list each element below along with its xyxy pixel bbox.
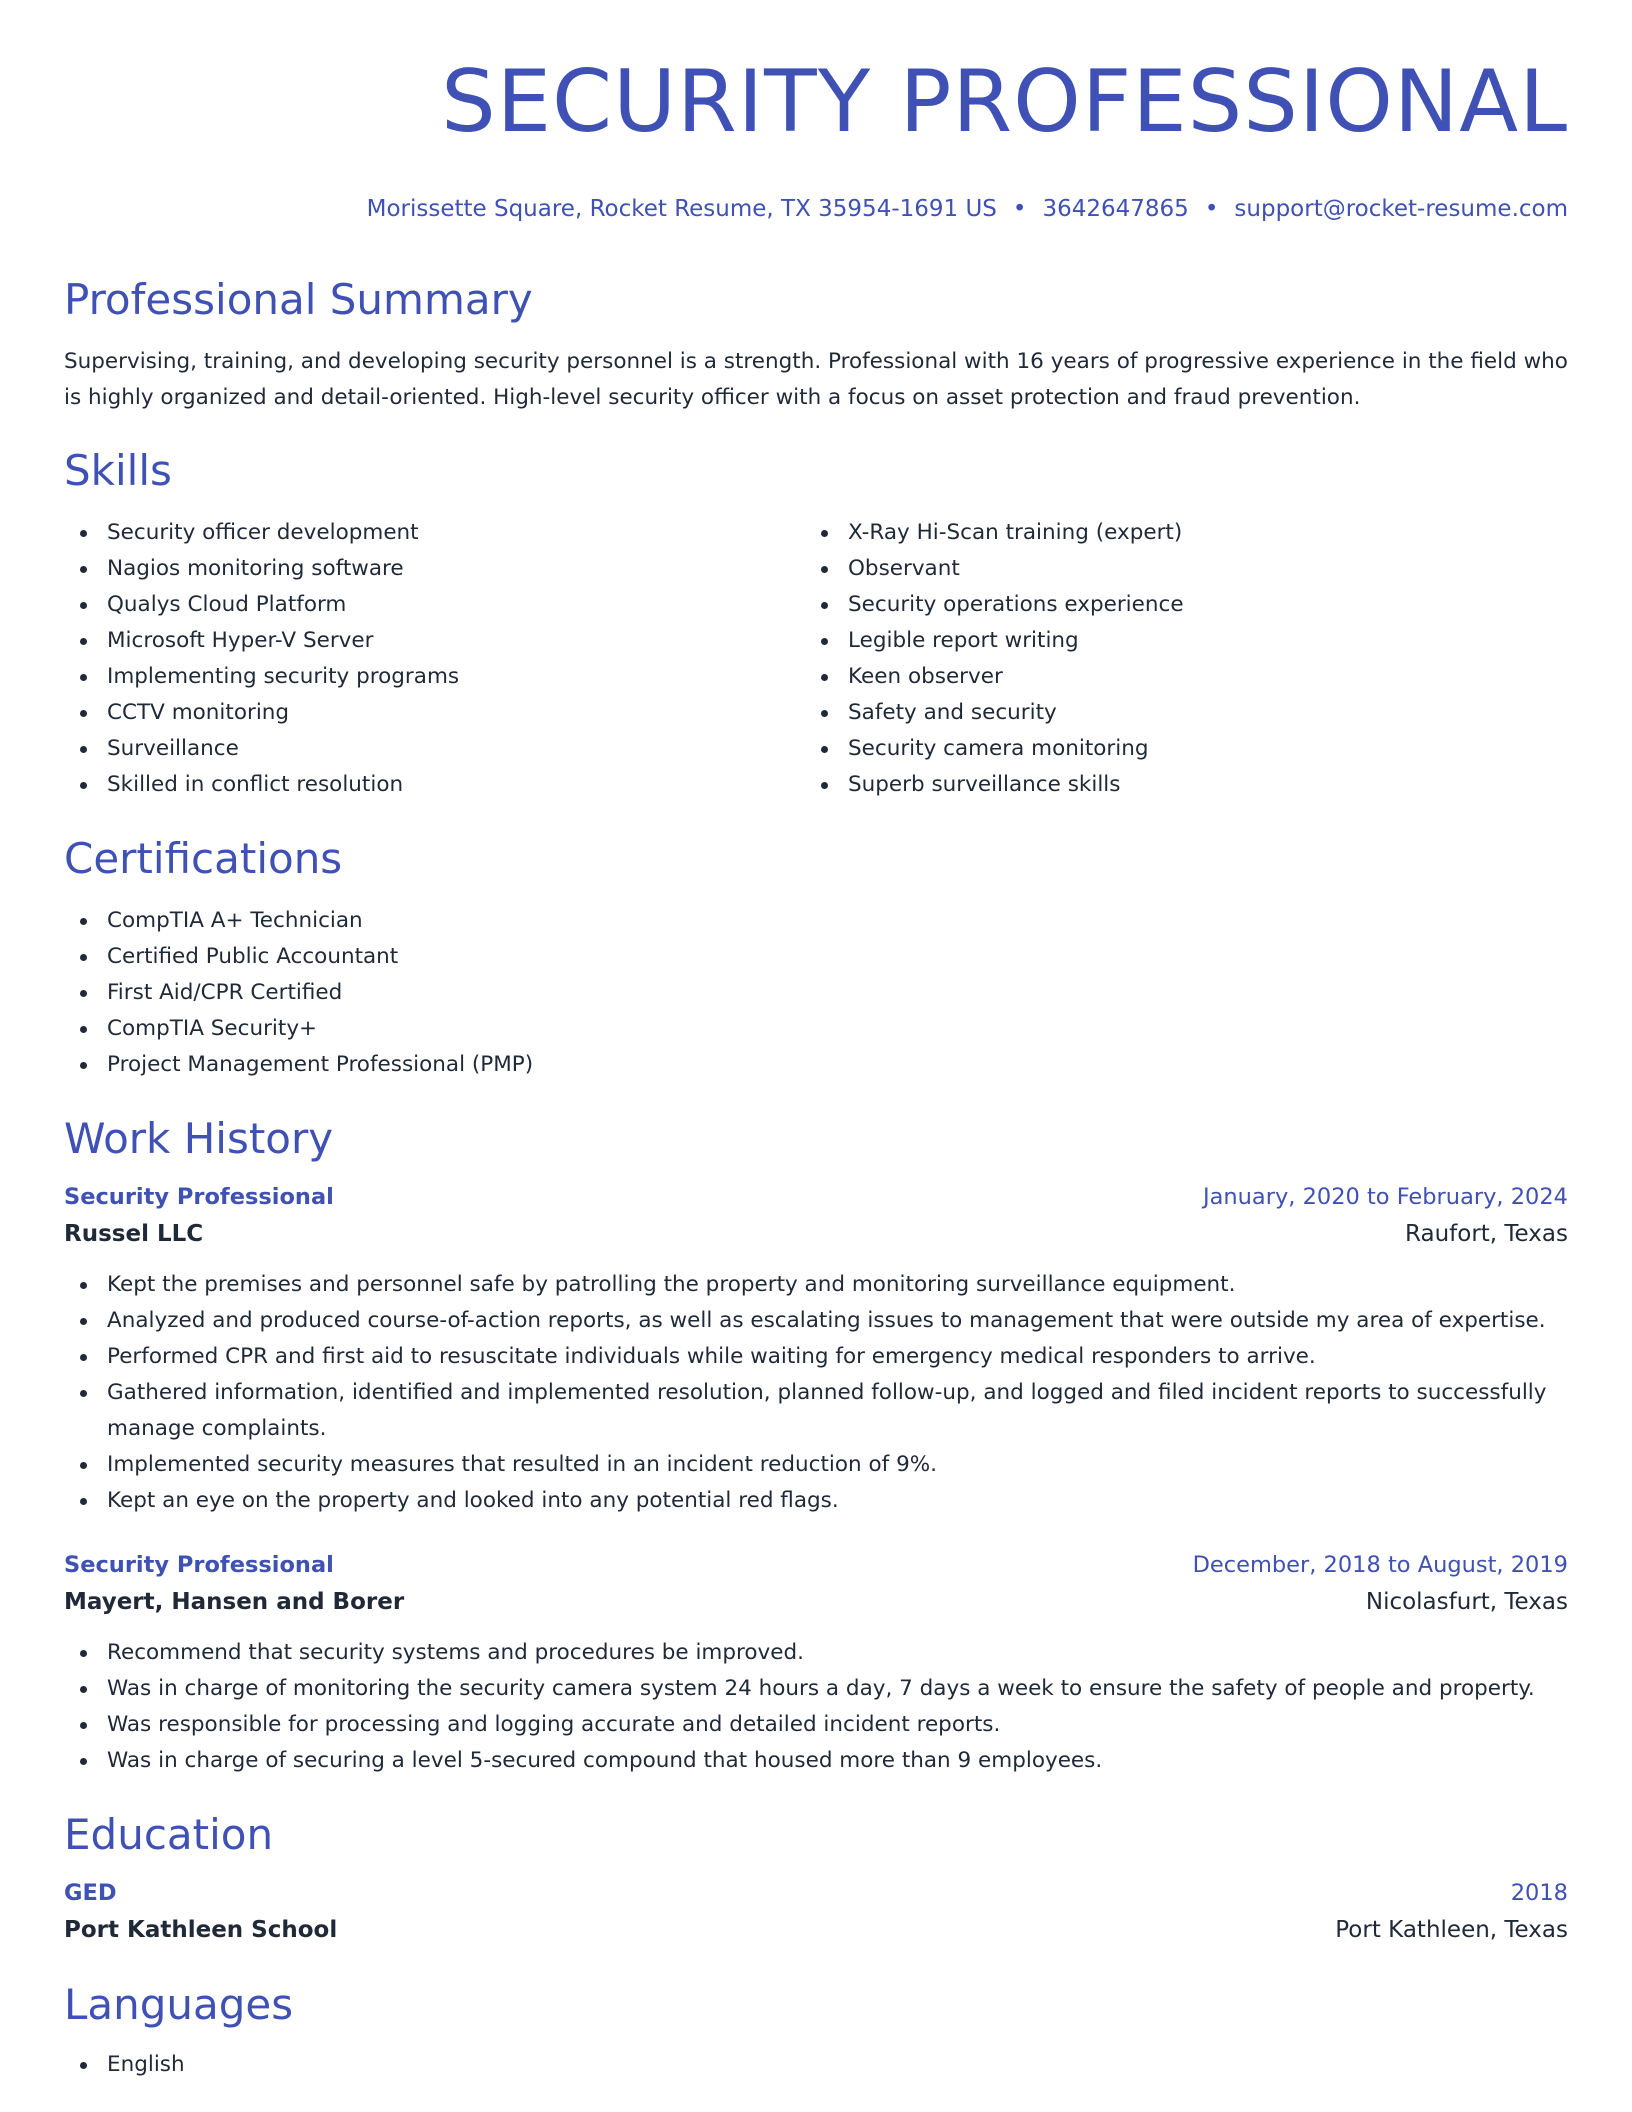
skill-item: X-Ray Hi-Scan training (expert) — [805, 515, 1546, 551]
skill-item: Nagios monitoring software — [64, 551, 805, 587]
job-bullet: Recommend that security systems and procedures be improved. — [64, 1635, 1568, 1671]
skill-item: Observant — [805, 551, 1546, 587]
job-bullet: Kept an eye on the property and looked into any potential red flags. — [64, 1483, 1568, 1519]
job-bullet: Performed CPR and first aid to resuscitate individuals while waiting for emergency medical responders to arrive. — [64, 1339, 1568, 1375]
education-year: 2018 — [1510, 1880, 1568, 1906]
job-bullet: Kept the premises and personnel safe by patrolling the property and monitoring surveillance equipment. — [64, 1267, 1568, 1303]
job-dates: December, 2018 to August, 2019 — [1192, 1552, 1568, 1578]
skills-heading: Skills — [64, 446, 172, 495]
job-dates: January, 2020 to February, 2024 — [1202, 1184, 1568, 1210]
skill-item: Microsoft Hyper-V Server — [64, 623, 805, 659]
job-location: Raufort, Texas — [1405, 1221, 1568, 1247]
education-location: Port Kathleen, Texas — [1335, 1917, 1568, 1943]
contact-address: Morissette Square, Rocket Resume, TX 35954-1691 US — [366, 196, 997, 222]
job-bullets — [64, 1635, 1568, 1779]
certifications-list — [64, 903, 1568, 1083]
job-header-row — [64, 1547, 1568, 1583]
education-school: Port Kathleen School — [64, 1917, 338, 1943]
work-history-heading: Work History — [64, 1114, 334, 1163]
contact-email[interactable]: support@rocket-resume.com — [1234, 196, 1568, 222]
job-company: Russel LLC — [64, 1221, 204, 1247]
skill-item: Security operations experience — [805, 587, 1546, 623]
job-entry — [64, 1179, 1568, 1519]
certification-item: CompTIA Security+ — [64, 1011, 1568, 1047]
contact-separator: • — [1012, 196, 1027, 222]
job-location: Nicolasfurt, Texas — [1365, 1589, 1568, 1615]
job-company-row — [64, 1215, 1568, 1253]
job-company: Mayert, Hansen and Borer — [64, 1589, 405, 1615]
job-bullet: Was in charge of monitoring the security camera system 24 hours a day, 7 days a week to ensure the safety of people and property. — [64, 1671, 1568, 1707]
job-title: Security Professional — [64, 1552, 334, 1578]
skill-item: Keen observer — [805, 659, 1546, 695]
skill-item: Implementing security programs — [64, 659, 805, 695]
skills-list-left — [64, 515, 805, 803]
skill-item: Surveillance — [64, 731, 805, 767]
language-item: English — [64, 2047, 1568, 2083]
job-bullet: Implemented security measures that resulted in an incident reduction of 9%. — [64, 1447, 1568, 1483]
languages-heading: Languages — [64, 1980, 294, 2029]
certification-item: CompTIA A+ Technician — [64, 903, 1568, 939]
languages-list — [64, 2047, 1568, 2083]
skill-item: CCTV monitoring — [64, 695, 805, 731]
summary-text: Supervising, training, and developing security personnel is a strength. Professional with 16 years of progressive experience in the field who is highly organized and detail-oriented. High-level security officer with a focus on asset protection and fraud prevention. — [64, 349, 1568, 410]
skills-grid — [64, 515, 1568, 803]
job-bullets — [64, 1267, 1568, 1519]
job-company-row — [64, 1583, 1568, 1621]
skill-item: Skilled in conflict resolution — [64, 767, 805, 803]
education-degree: GED — [64, 1880, 117, 1906]
skill-item: Security camera monitoring — [805, 731, 1546, 767]
certification-item: Project Management Professional (PMP) — [64, 1047, 1568, 1083]
certifications-heading: Certifications — [64, 834, 343, 883]
skill-item: Security officer development — [64, 515, 805, 551]
certification-item: First Aid/CPR Certified — [64, 975, 1568, 1011]
skill-item: Legible report writing — [805, 623, 1546, 659]
education-header-row — [64, 1875, 1568, 1911]
job-header-row — [64, 1179, 1568, 1215]
job-bullet: Was in charge of securing a level 5-secured compound that housed more than 9 employees. — [64, 1743, 1568, 1779]
job-title: Security Professional — [64, 1184, 334, 1210]
education-entry — [64, 1875, 1568, 1949]
skill-item: Safety and security — [805, 695, 1546, 731]
certification-item: Certified Public Accountant — [64, 939, 1568, 975]
contact-line — [64, 194, 1568, 224]
summary-heading: Professional Summary — [64, 275, 533, 324]
job-bullet: Was responsible for processing and logging accurate and detailed incident reports. — [64, 1707, 1568, 1743]
job-entry — [64, 1547, 1568, 1779]
job-bullet: Gathered information, identified and implemented resolution, planned follow-up, and logged and filed incident reports to successfully manage complaints. — [64, 1375, 1568, 1447]
job-bullet: Analyzed and produced course-of-action reports, as well as escalating issues to management that were outside my area of expertise. — [64, 1303, 1568, 1339]
skills-list-right — [805, 515, 1546, 803]
education-school-row — [64, 1911, 1568, 1949]
skill-item: Superb surveillance skills — [805, 767, 1546, 803]
education-heading: Education — [64, 1810, 274, 1859]
skill-item: Qualys Cloud Platform — [64, 587, 805, 623]
resume-name: SECURITY PROFESSIONAL — [441, 52, 1568, 152]
contact-separator: • — [1204, 196, 1219, 222]
contact-phone: 3642647865 — [1042, 196, 1189, 222]
